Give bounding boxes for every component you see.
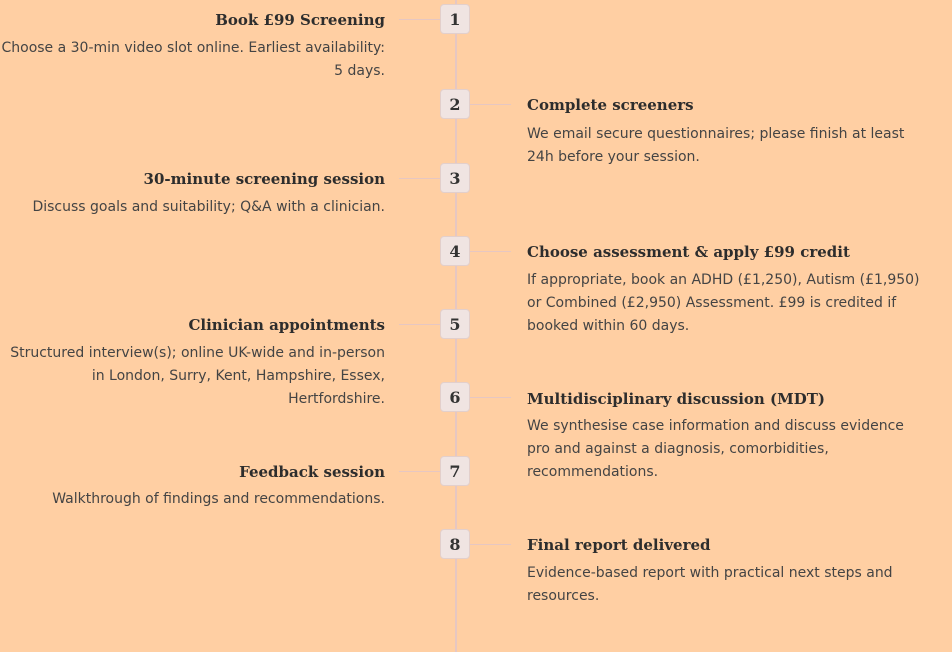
step-8-description: Evidence-based report with practical next steps and resources.: [527, 565, 893, 604]
step-3-connector: [399, 178, 440, 179]
step-4-title: Choose assessment & apply £99 credit: [527, 243, 850, 261]
step-1-connector: [399, 19, 440, 20]
step-6-connector: [470, 397, 511, 398]
step-8-connector: [470, 544, 511, 545]
step-6-title: Multidisciplinary discussion (MDT): [527, 390, 826, 408]
step-7-badge: 7: [440, 456, 470, 486]
step-6-badge: 6: [440, 382, 470, 412]
step-3-description: Discuss goals and suitability; Q&A with a clinician.: [32, 199, 385, 215]
step-1-badge: 1: [440, 4, 470, 34]
step-4-description: If appropriate, book an ADHD (£1,250), Autism (£1,950) or Combined (£2,950) Assessment. £99 is credited if booked within 60 days.: [527, 272, 920, 334]
step-7-title: Feedback session: [239, 463, 385, 481]
step-3-title: 30-minute screening session: [143, 170, 385, 188]
step-5-description: Structured interview(s); online UK-wide and in-person in London, Surry, Kent, Hampshire, Essex, Hertfordshire.: [10, 345, 385, 407]
step-2-title: Complete screeners: [527, 96, 694, 114]
step-3-badge: 3: [440, 163, 470, 193]
step-2-connector: [470, 104, 511, 105]
step-8-badge: 8: [440, 529, 470, 559]
step-4-connector: [470, 251, 511, 252]
step-6-description: We synthesise case information and discuss evidence pro and against a diagnosis, comorbidities, recommendations.: [527, 418, 904, 480]
step-4-badge: 4: [440, 236, 470, 266]
step-8-title: Final report delivered: [527, 536, 711, 554]
step-1-title: Book £99 Screening: [215, 11, 385, 29]
step-7-connector: [399, 471, 440, 472]
step-2-description: We email secure questionnaires; please finish at least 24h before your session.: [527, 126, 905, 165]
step-1-description: Choose a 30-min video slot online. Earliest availability: 5 days.: [1, 40, 385, 79]
step-7-description: Walkthrough of findings and recommendations.: [52, 491, 385, 507]
step-5-connector: [399, 324, 440, 325]
step-5-title: Clinician appointments: [188, 316, 385, 334]
step-5-badge: 5: [440, 309, 470, 339]
step-2-badge: 2: [440, 89, 470, 119]
